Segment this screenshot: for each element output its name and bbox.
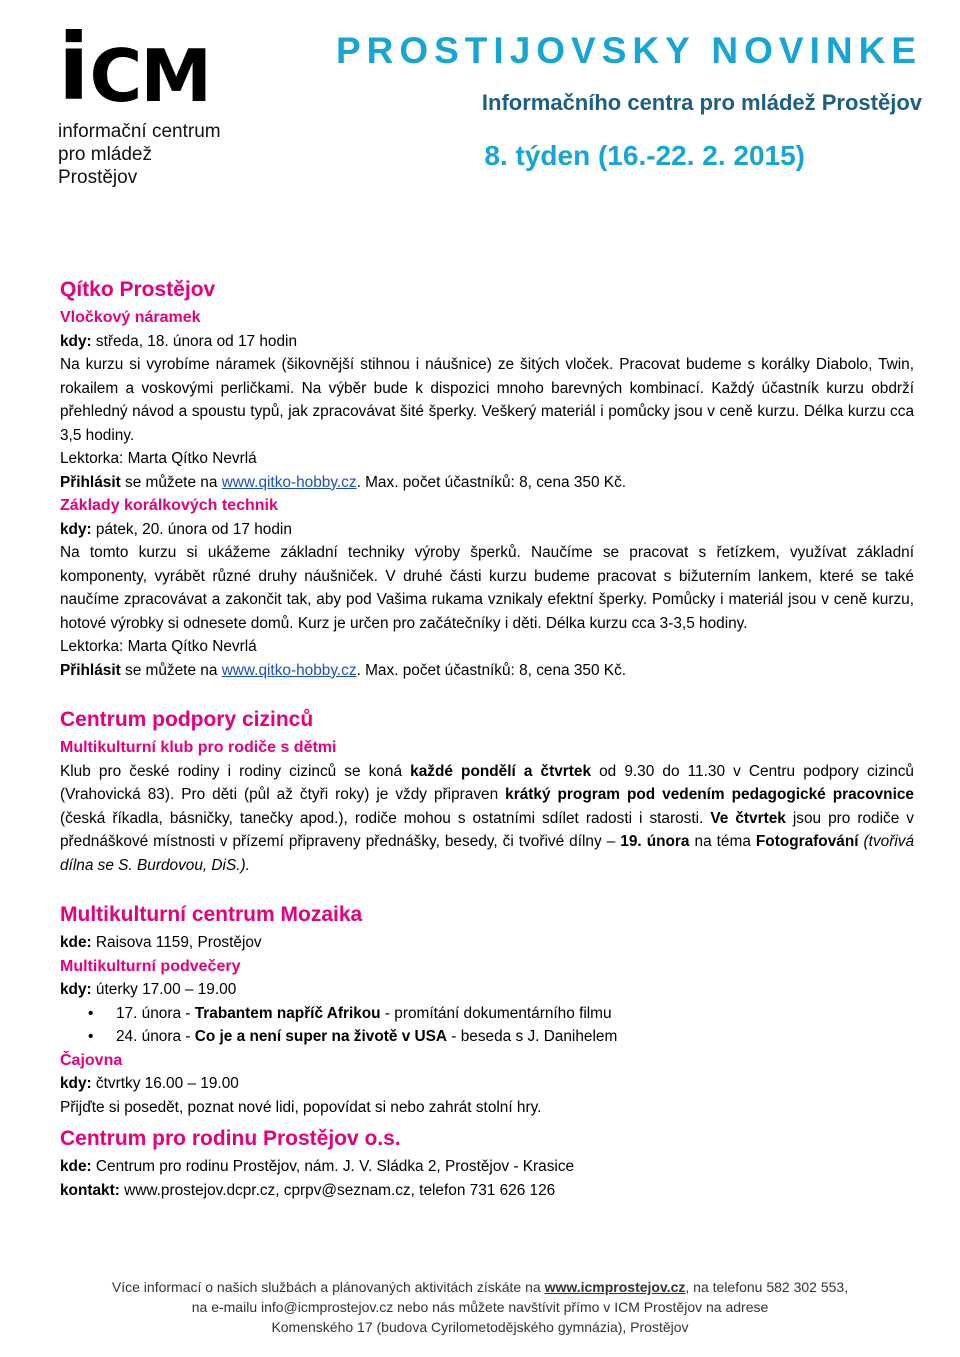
when-value: pátek, 20. února od 17 hodin: [91, 520, 292, 538]
logo-line-1: informační centrum: [58, 121, 221, 142]
icm-logo: [58, 14, 258, 189]
newsletter-title: PROSTIJOVSKY NOVINKE: [335, 30, 922, 71]
qitko-link[interactable]: www.qitko-hobby.cz: [221, 661, 357, 679]
list-item: [116, 1025, 914, 1049]
page-footer: [0, 1277, 960, 1337]
footer-line-3: Komenského 17 (budova Cyrilometodějského gymnázia), Prostějov: [271, 1319, 689, 1335]
event-list: [60, 1002, 914, 1049]
event-description: Na tomto kurzu si ukážeme základní techniky výroby šperků. Naučíme se pracovat s řetízkem, využívat základní komponenty, vyrábět různé druhy náušniček. V druhé části kurzu budeme pracovat s bižuterním lankem, které se také naučíme zpracovávat a zakončit tak, aby pod Vašima rukama vznikaly efektní šperky. Pomůcky i materiál jsou v ceně kurzu, hotové výrobky si odnesete domů. Kurz je určen pro začátečníky i děti. Délka kurzu cca 3-3,5 hodiny.: [60, 544, 914, 632]
text-italic: (tvořivá dílna se S. Burdovou, DiS.).: [60, 833, 914, 874]
event-title-cajovna: Čajovna: [60, 1051, 123, 1069]
signup-label: Přihlásit: [60, 473, 121, 491]
newsletter-week: 8. týden (16.-22. 2. 2015): [484, 140, 805, 171]
section-title-rodina: Centrum pro rodinu Prostějov o.s.: [60, 1127, 401, 1150]
footer-link[interactable]: www.icmprostejov.cz: [544, 1279, 686, 1295]
event-when: [60, 518, 914, 542]
event-when: [60, 978, 914, 1002]
when-value: středa, 18. února od 17 hodin: [91, 332, 298, 350]
contact-value: www.prostejov.dcpr.cz, cprpv@seznam.cz, telefon 731 626 126: [119, 1181, 556, 1199]
event-title-multikulturni-klub: Multikulturní klub pro rodiče s dětmi: [60, 739, 337, 756]
logo-line-3: Prostějov: [58, 167, 138, 188]
logo-mark-i: i: [58, 14, 90, 121]
event-title-zaklady-koralkovych-technik: Základy korálkových technik: [60, 497, 278, 514]
footer-text: Více informací o našich službách a plánovaných aktivitách získáte na: [111, 1279, 545, 1295]
text-bold: Fotografování: [755, 833, 859, 850]
when-label: kdy:: [60, 332, 92, 350]
item-detail: - promítání dokumentárního filmu: [380, 1004, 612, 1022]
signup-label: Přihlásit: [60, 661, 121, 679]
signup-text: se můžete na: [120, 661, 222, 679]
event-when: [60, 1072, 914, 1096]
event-description: Přijďte si posedět, poznat nové lidi, popovídat si nebo zahrát stolní hry.: [60, 1098, 542, 1116]
contact-label: kontakt:: [60, 1181, 120, 1199]
event-description: Na kurzu si vyrobíme náramek (šikovnější stihnou i náušnice) ze šitých vloček. Pracovat budeme s korálky Diabolo, Twin, rokailem a voskovými perličkami. Na výběr bude k dispozici mnoho barevných kombinací. Každý účastník kurzu obdrží přehledný návod a spoustu typů, jak zpracovávat šité šperky. Veškerý materiál i pomůcky jsou v ceně kurzu. Délka kurzu cca 3,5 hodiny.: [60, 356, 914, 444]
when-value: čtvrtky 16.00 – 19.00: [91, 1075, 239, 1092]
text-bold: Ve čtvrtek: [710, 809, 786, 827]
item-date: 17. února -: [116, 1004, 195, 1022]
main-content: [60, 274, 914, 1202]
logo-line-2: pro mládež: [58, 144, 152, 165]
event-signup: [60, 659, 914, 683]
footer-line-2: na e-mailu info@icmprostejov.cz nebo nás můžete navštívit přímo v ICM Prostějov na adrese: [191, 1299, 769, 1315]
when-value: úterky 17.00 – 19.00: [91, 981, 237, 998]
event-lecturer: Lektorka: Marta Qítko Nevrlá: [60, 638, 257, 655]
footer-text: , na telefonu 582 302 553,: [685, 1279, 849, 1295]
event-lecturer: Lektorka: Marta Qítko Nevrlá: [60, 450, 257, 467]
newsletter-subtitle: Informačního centra pro mládež Prostějov: [481, 90, 922, 115]
text-bold: krátký program pod vedením pedagogické pracovnice: [505, 786, 914, 803]
text-part: (česká říkadla, básničky, tanečky apod.), rodiče mohou s ostatními sdílet radosti i starosti.: [60, 809, 711, 827]
when-label: kdy:: [60, 520, 92, 538]
item-title: Trabantem napříč Afrikou: [194, 1004, 381, 1022]
logo-text: [58, 120, 258, 189]
text-bold: 19. února: [620, 833, 690, 850]
where-value: Raisova 1159, Prostějov: [91, 934, 262, 951]
section-title-cizinci: Centrum podpory cizinců: [60, 708, 314, 731]
when-label: kdy:: [60, 981, 92, 998]
where-value: Centrum pro rodinu Prostějov, nám. J. V. Sládka 2, Prostějov - Krasice: [91, 1158, 575, 1175]
when-label: kdy:: [60, 1075, 92, 1092]
text-part: jsou pro rodiče v přednáškové místnosti v přízemí připraveny přednášky, besedy, či tvořivé dílny –: [60, 809, 914, 850]
event-when: [60, 330, 914, 354]
qitko-link[interactable]: www.qitko-hobby.cz: [221, 473, 357, 491]
section-title-qitko: Qítko Prostějov: [60, 278, 216, 301]
event-title-vlockovy-naramek: Vločkový náramek: [60, 309, 201, 326]
text-part: od 9.30 do 11.30 v Centru podpory cizinců (Vrahovická 83). Pro děti (půl až čtyři roky) je vždy připraven: [60, 762, 914, 803]
item-date: 24. února -: [116, 1028, 195, 1045]
footer-line-1: [0, 1277, 960, 1297]
where-label: kde:: [60, 934, 92, 951]
text-bold: každé pondělí a čtvrtek: [410, 762, 592, 780]
logo-mark: [58, 14, 258, 121]
section-title-mozaika: Multikulturní centrum Mozaika: [60, 903, 363, 926]
signup-text: se můžete na: [120, 473, 222, 491]
list-item: [116, 1002, 914, 1026]
section-where: [60, 1155, 914, 1179]
section-where: [60, 931, 914, 955]
section-contact: [60, 1179, 914, 1203]
signup-details: . Max. počet účastníků: 8, cena 350 Kč.: [356, 473, 627, 491]
where-label: kde:: [60, 1158, 92, 1175]
item-title: Co je a není super na životě v USA: [194, 1028, 448, 1045]
logo-mark-cm: CM: [89, 34, 211, 118]
event-signup: [60, 471, 914, 495]
signup-details: . Max. počet účastníků: 8, cena 350 Kč.: [356, 661, 627, 679]
text-part: Klub pro české rodiny i rodiny cizinců se koná: [60, 762, 411, 780]
event-description: [60, 760, 914, 878]
text-part: na téma: [689, 833, 756, 850]
item-detail: - beseda s J. Danihelem: [447, 1028, 618, 1045]
event-title-multikulturni-podvecery: Multikulturní podvečery: [60, 957, 241, 975]
